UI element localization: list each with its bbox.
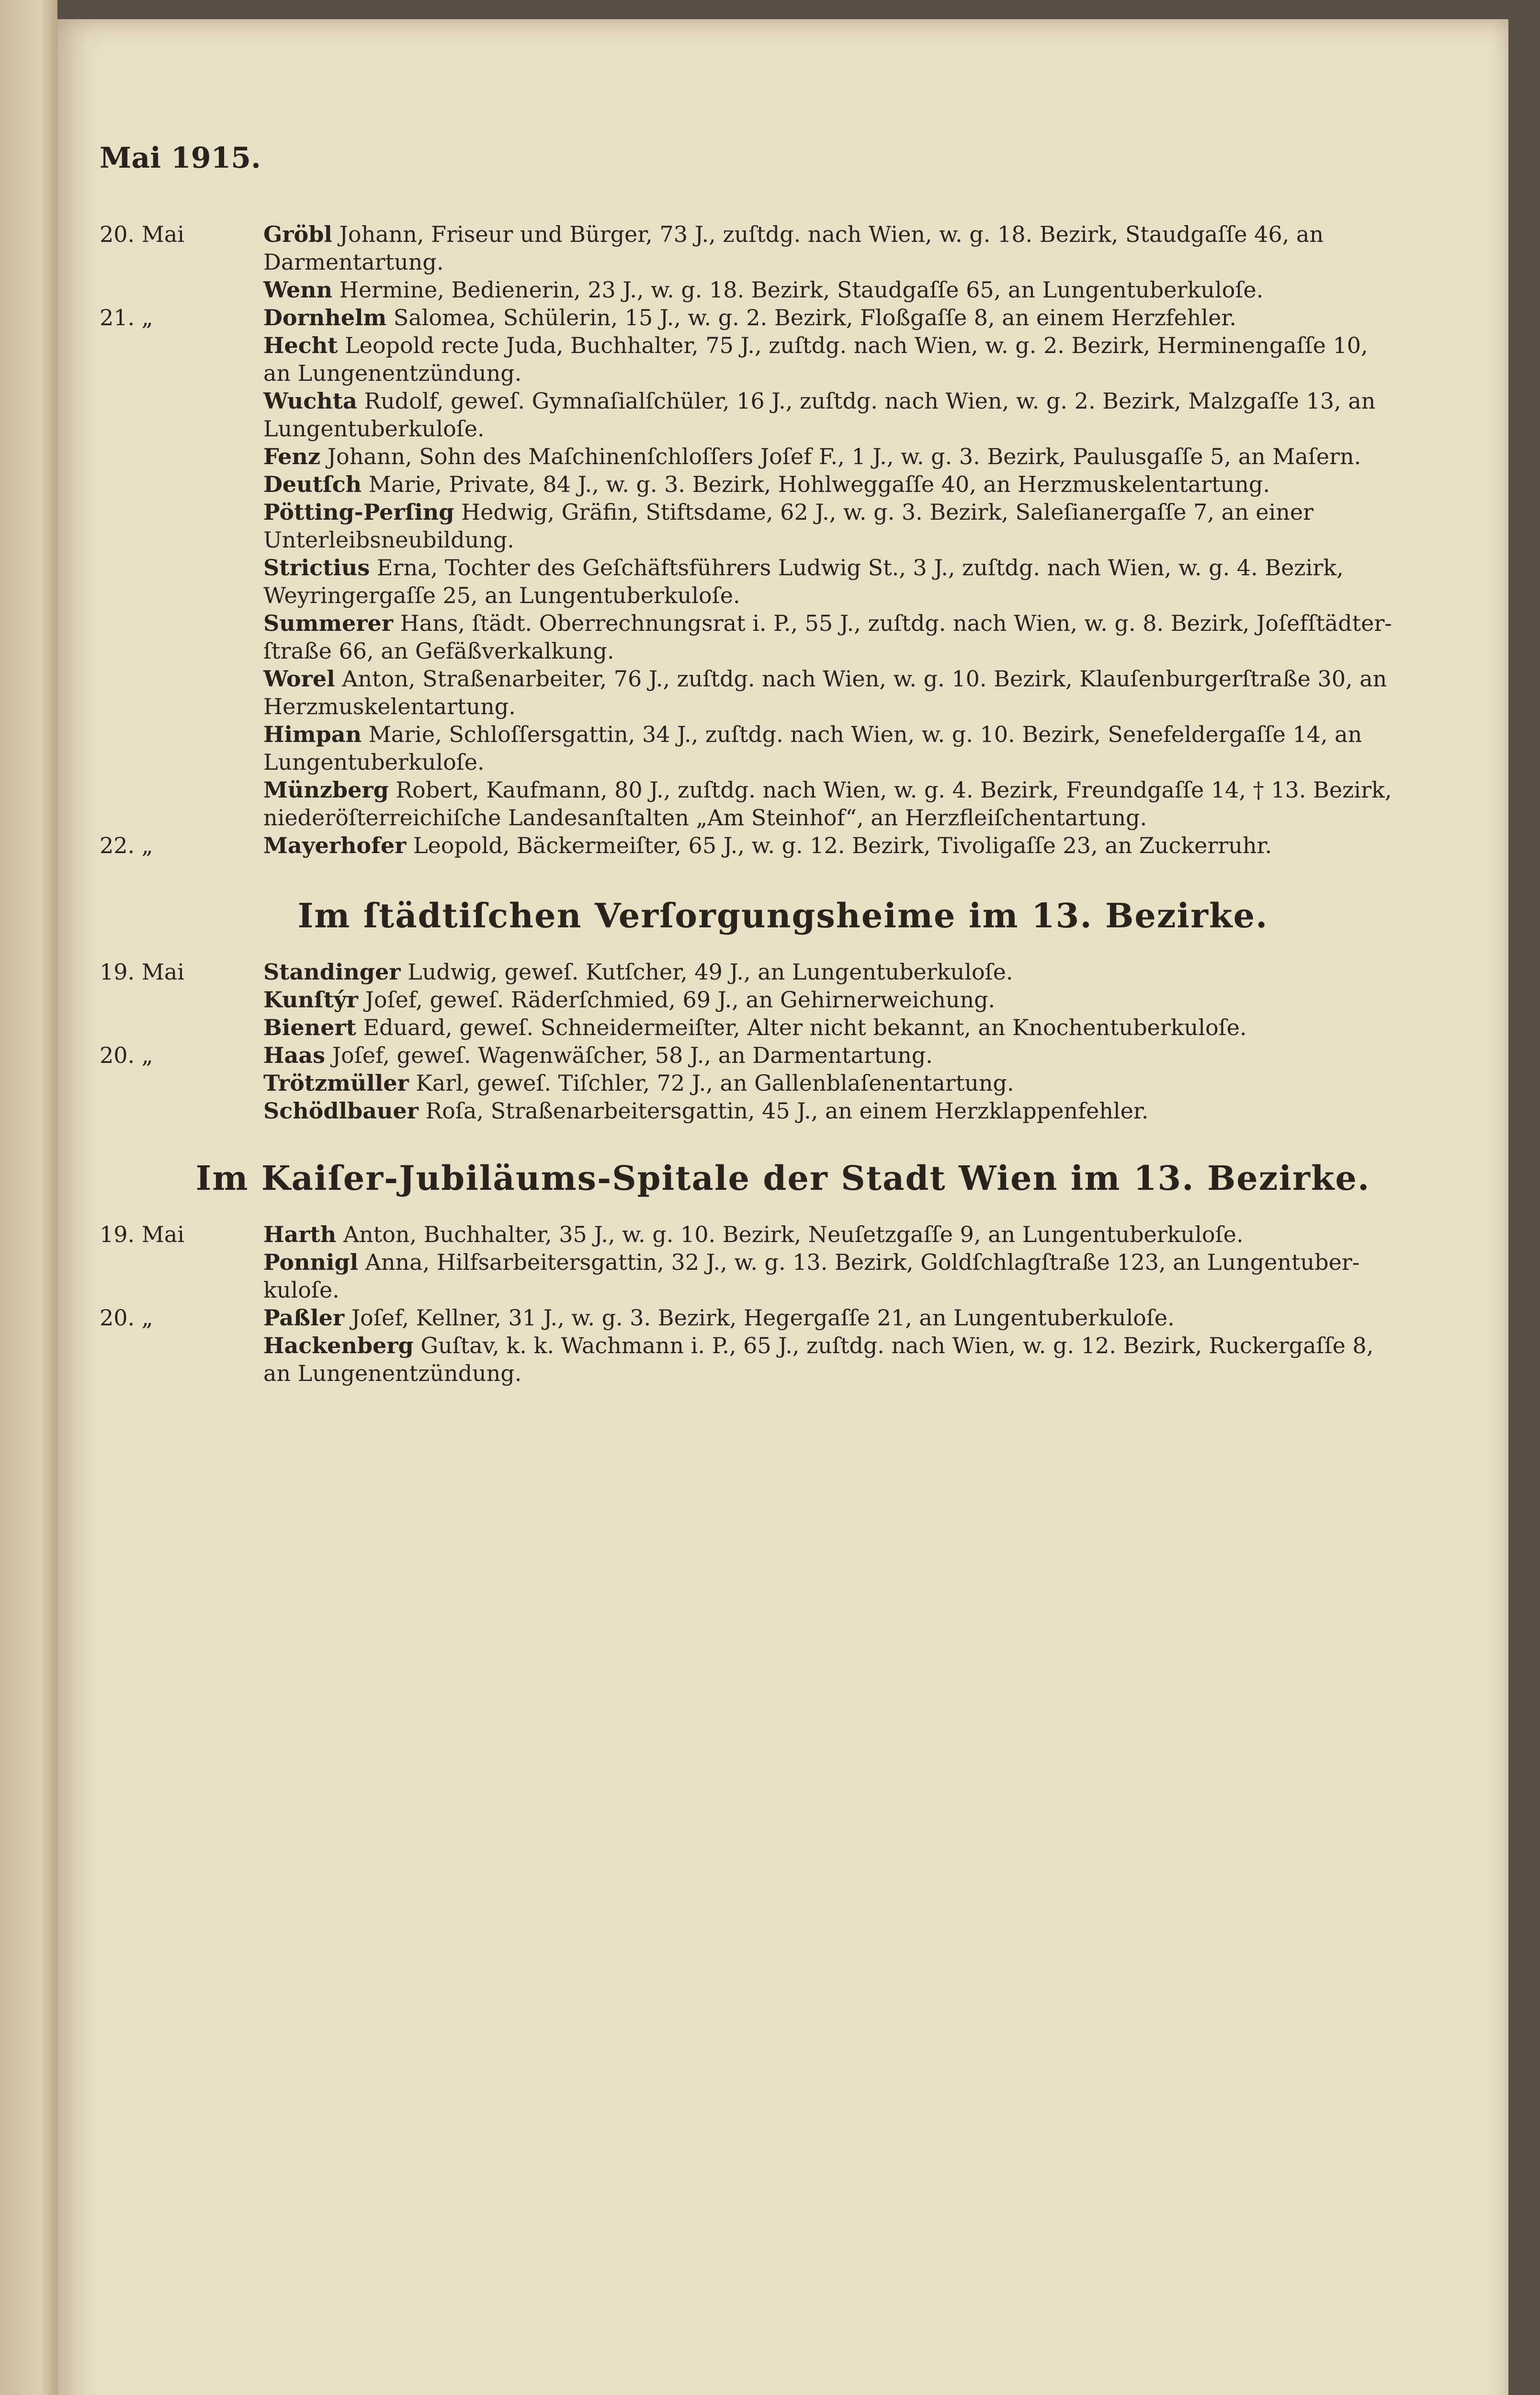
entry-continuation: Herzmuskelentartung. bbox=[263, 694, 516, 719]
entry-surname: Strictius bbox=[263, 555, 370, 581]
entry-date: 22. „ bbox=[100, 833, 153, 858]
entry-surname: Haas bbox=[263, 1042, 325, 1068]
entry-continuation: an Lungenentzündung. bbox=[263, 360, 522, 386]
death-entry bbox=[100, 1248, 1440, 1304]
entry-date: 20. Mai bbox=[100, 221, 185, 247]
entry-continuation: Unterleibsneubildung. bbox=[263, 527, 514, 553]
entry-details: Joſef, Kellner, 31 J., w. g. 3. Bezirk, Hegergaſſe 21, an Lungentuberkuloſe. bbox=[351, 1305, 1175, 1331]
death-entry bbox=[100, 304, 1440, 331]
death-entry bbox=[100, 1069, 1440, 1097]
entry-date: 21. „ bbox=[100, 305, 153, 331]
death-entry bbox=[100, 1220, 1440, 1248]
entry-details: Erna, Tochter des Geſchäftsführers Ludwig St., 3 J., zuſtdg. nach Wien, w. g. 4. Bezirk, bbox=[376, 555, 1344, 581]
death-entry bbox=[100, 986, 1440, 1014]
entry-continuation: Weyringergaſſe 25, an Lungentuberkuloſe. bbox=[263, 582, 740, 608]
entry-surname: Hackenberg bbox=[263, 1333, 414, 1358]
death-entry bbox=[100, 220, 1440, 276]
entry-surname: Paßler bbox=[263, 1305, 345, 1331]
entry-details: Anton, Buchhalter, 35 J., w. g. 10. Bezirk, Neuſetzgaſſe 9, an Lungentuberkuloſe. bbox=[343, 1221, 1244, 1247]
death-entry bbox=[100, 720, 1440, 776]
entry-details: Guſtav, k. k. Wachmann i. P., 65 J., zuſtdg. nach Wien, w. g. 12. Bezirk, Ruckergaſſe 8, bbox=[420, 1333, 1374, 1358]
death-entry bbox=[100, 665, 1440, 720]
death-entry bbox=[100, 387, 1440, 443]
death-entry bbox=[100, 470, 1440, 498]
entry-surname: Himpan bbox=[263, 721, 362, 747]
entry-surname: Deutſch bbox=[263, 471, 362, 497]
death-entry bbox=[100, 776, 1440, 832]
entry-continuation: Lungentuberkuloſe. bbox=[263, 749, 485, 775]
entry-surname: Münzberg bbox=[263, 777, 389, 803]
death-entry bbox=[100, 832, 1440, 859]
death-entry bbox=[100, 609, 1440, 665]
entry-details: Rudolf, geweſ. Gymnaſialſchüler, 16 J., zuſtdg. nach Wien, w. g. 2. Bezirk, Malzgaſſe 13, an bbox=[364, 388, 1376, 414]
entry-details: Anna, Hilfsarbeitersgattin, 32 J., w. g. 13. Bezirk, Goldſchlagſtraße 123, an Lungentuber- bbox=[365, 1249, 1360, 1275]
entry-surname: Pötting-Perſing bbox=[263, 499, 454, 525]
entry-surname: Bienert bbox=[263, 1015, 356, 1040]
entry-details: Johann, Sohn des Maſchinenſchloſſers Joſef F., 1 J., w. g. 3. Bezirk, Paulusgaſſe 5, an Maſern. bbox=[327, 444, 1361, 469]
entry-surname: Wenn bbox=[263, 277, 333, 303]
entry-details: Joſef, geweſ. Räderſchmied, 69 J., an Gehirnerweichung. bbox=[365, 987, 996, 1013]
death-entry bbox=[100, 554, 1440, 609]
entry-details: Ludwig, geweſ. Kutſcher, 49 J., an Lungentuberkuloſe. bbox=[408, 959, 1013, 985]
entry-continuation: kuloſe. bbox=[263, 1277, 340, 1303]
entry-surname: Trötzmüller bbox=[263, 1070, 409, 1096]
entry-details: Roſa, Straßenarbeitersgattin, 45 J., an einem Herzklappenfehler. bbox=[425, 1098, 1149, 1124]
entry-details: Salomea, Schülerin, 15 J., w. g. 2. Bezirk, Floßgaſſe 8, an einem Herzfehler. bbox=[393, 305, 1236, 331]
entry-surname: Schödlbauer bbox=[263, 1098, 419, 1124]
entry-date: 20. „ bbox=[100, 1305, 153, 1331]
entry-surname: Gröbl bbox=[263, 221, 332, 247]
entry-surname: Kunſtýr bbox=[263, 987, 358, 1013]
death-entry bbox=[100, 443, 1440, 470]
entry-continuation: ſtraße 66, an Gefäßverkalkung. bbox=[263, 638, 614, 664]
entry-date: 19. Mai bbox=[100, 1221, 185, 1247]
entry-details: Hermine, Bedienerin, 23 J., w. g. 18. Bezirk, Staudgaſſe 65, an Lungentuberkuloſe. bbox=[339, 277, 1264, 303]
entry-details: Leopold, Bäckermeiſter, 65 J., w. g. 12. Bezirk, Tivoligaſſe 23, an Zuckerruhr. bbox=[413, 833, 1272, 858]
adjacent-page-edge bbox=[0, 0, 57, 2395]
entry-surname: Ponnigl bbox=[263, 1249, 359, 1275]
entry-continuation: Darmentartung. bbox=[263, 249, 444, 275]
entry-continuation: an Lungenentzündung. bbox=[263, 1360, 522, 1386]
entry-surname: Wuchta bbox=[263, 388, 357, 414]
entry-date: 19. Mai bbox=[100, 959, 185, 985]
death-entry bbox=[100, 498, 1440, 554]
entry-details: Eduard, geweſ. Schneidermeiſter, Alter nicht bekannt, an Knochentuberkuloſe. bbox=[363, 1015, 1247, 1040]
death-entry bbox=[100, 331, 1440, 387]
entry-details: Hedwig, Gräfin, Stiftsdame, 62 J., w. g. 3. Bezirk, Saleſianergaſſe 7, an einer bbox=[461, 499, 1314, 525]
entry-continuation: niederöſterreichiſche Landesanſtalten „Am Steinhof“, an Herzfleiſchentartung. bbox=[263, 805, 1147, 831]
death-entry bbox=[100, 958, 1440, 986]
death-entry bbox=[100, 1014, 1440, 1041]
entry-surname: Fenz bbox=[263, 444, 320, 469]
death-entry bbox=[100, 1332, 1440, 1387]
entry-date: 20. „ bbox=[100, 1042, 153, 1068]
entry-surname: Worel bbox=[263, 666, 335, 692]
entry-surname: Hecht bbox=[263, 332, 338, 358]
death-entry bbox=[100, 1041, 1440, 1069]
death-entry bbox=[100, 1097, 1440, 1125]
entry-surname: Standinger bbox=[263, 959, 401, 985]
entry-details: Joſef, geweſ. Wagenwäſcher, 58 J., an Darmentartung. bbox=[332, 1042, 933, 1068]
entry-details: Johann, Friseur und Bürger, 73 J., zuſtdg. nach Wien, w. g. 18. Bezirk, Staudgaſſe 46, an bbox=[339, 221, 1324, 247]
section-heading-versorgungsheim: Im ſtädtiſchen Verſorgungsheime im 13. Bezirke. bbox=[297, 896, 1268, 935]
entry-details: Marie, Private, 84 J., w. g. 3. Bezirk, Hohlweggaſſe 40, an Herzmuskelentartung. bbox=[368, 471, 1270, 497]
entry-details: Marie, Schloſſersgattin, 34 J., zuſtdg. nach Wien, w. g. 10. Bezirk, Senefeldergaſſe 14, an bbox=[368, 721, 1362, 747]
entry-surname: Summerer bbox=[263, 610, 394, 636]
section-heading-jubilaeumsspital: Im Kaiſer-Jubiläums-Spitale der Stadt Wien im 13. Bezirke. bbox=[195, 1158, 1370, 1198]
entry-surname: Harth bbox=[263, 1221, 337, 1247]
death-entry bbox=[100, 1304, 1440, 1332]
entry-details: Anton, Straßenarbeiter, 76 J., zuſtdg. nach Wien, w. g. 10. Bezirk, Klauſenburgerſtraße 30, an bbox=[342, 666, 1387, 692]
page-header-title: Mai 1915. bbox=[100, 141, 261, 175]
entry-details: Robert, Kaufmann, 80 J., zuſtdg. nach Wien, w. g. 4. Bezirk, Freundgaſſe 14, † 13. Bezirk, bbox=[396, 777, 1392, 803]
entry-surname: Dornhelm bbox=[263, 305, 387, 331]
entry-continuation: Lungentuberkuloſe. bbox=[263, 416, 485, 442]
entry-details: Hans, ſtädt. Oberrechnungsrat i. P., 55 J., zuſtdg. nach Wien, w. g. 8. Bezirk, Joſefſtädter- bbox=[400, 610, 1392, 636]
entry-details: Leopold recte Juda, Buchhalter, 75 J., zuſtdg. nach Wien, w. g. 2. Bezirk, Herminengaſſe 10, bbox=[345, 332, 1368, 358]
entry-surname: Mayerhofer bbox=[263, 833, 407, 858]
document-page bbox=[57, 19, 1508, 2395]
death-entry bbox=[100, 276, 1440, 304]
entry-details: Karl, geweſ. Tiſchler, 72 J., an Gallenblaſenentartung. bbox=[416, 1070, 1014, 1096]
